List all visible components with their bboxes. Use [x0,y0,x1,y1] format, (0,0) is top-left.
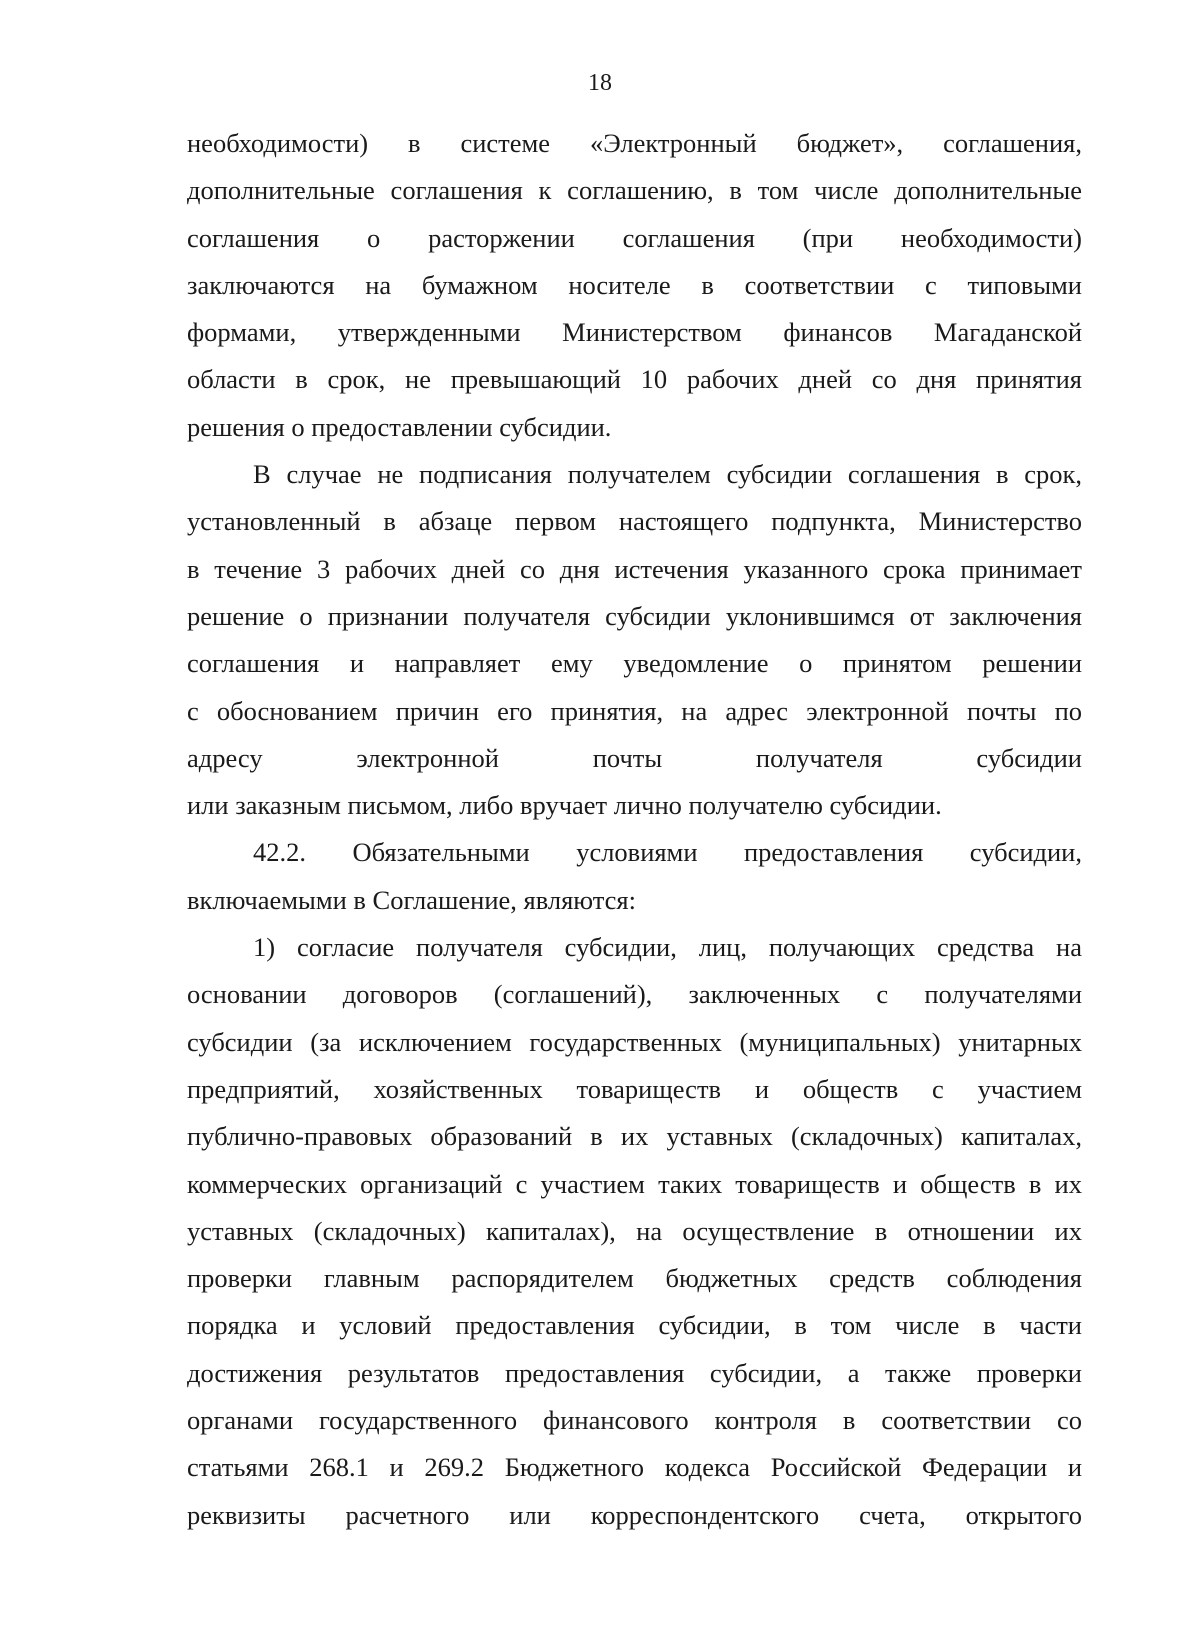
text-line: органами государственного финансового контроля в соответствии со [187,1405,1082,1436]
text-line: решение о признании получателя субсидии уклонившимся от заключения [187,600,1082,631]
text-line: реквизиты расчетного или корреспондентского счета, открытого [187,1499,1082,1530]
text-line: 42.2. Обязательными условиями предоставления субсидии, [253,837,1082,868]
text-line: статьями 268.1 и 269.2 Бюджетного кодекса Российской Федерации и [187,1452,1082,1483]
text-line: коммерческих организаций с участием таких товариществ и обществ в их [187,1168,1082,1199]
text-line: 1) согласие получателя субсидии, лиц, получающих средства на [253,932,1082,963]
text-line: предприятий, хозяйственных товариществ и обществ с участием [187,1073,1082,1104]
text-line: уставных (складочных) капиталах), на осуществление в отношении их [187,1215,1082,1246]
text-line: необходимости) в системе «Электронный бюджет», соглашения, [187,128,1082,158]
text-line: области в срок, не превышающий 10 рабочих дней со дня принятия [187,364,1082,395]
text-line: проверки главным распорядителем бюджетных средств соблюдения [187,1263,1082,1294]
text-line: публично-правовых образований в их уставных (складочных) капиталах, [187,1121,1082,1152]
text-line: формами, утвержденными Министерством финансов Магаданской [187,317,1082,348]
text-line: дополнительные соглашения к соглашению, в том числе дополнительные [187,175,1082,206]
text-line: соглашения о расторжении соглашения (при необходимости) [187,222,1082,253]
text-line: порядка и условий предоставления субсидии, в том числе в части [187,1310,1082,1341]
text-line: соглашения и направляет ему уведомление о принятом решении [187,648,1082,679]
text-line: включаемыми в Соглашение, являются: [187,884,636,915]
text-line: с обоснованием причин его принятия, на адрес электронной почты по [187,695,1082,726]
page-number: 18 [588,70,612,96]
text-line: основании договоров (соглашений), заключенных с получателями [187,979,1082,1010]
text-line: решения о предоставлении субсидии. [187,411,612,442]
text-line: в течение 3 рабочих дней со дня истечения указанного срока принимает [187,553,1082,584]
text-line: достижения результатов предоставления субсидии, а также проверки [187,1357,1082,1388]
text-line: субсидии (за исключением государственных (муниципальных) унитарных [187,1026,1082,1057]
text-line: адресу электронной почты получателя субсидии [187,742,1082,773]
text-line: установленный в абзаце первом настоящего подпункта, Министерство [187,506,1082,537]
text-line: В случае не подписания получателем субсидии соглашения в срок, [253,459,1082,490]
body-text [187,120,1082,1539]
text-line: заключаются на бумажном носителе в соответствии с типовыми [187,269,1082,300]
text-line: или заказным письмом, либо вручает лично получателю субсидии. [187,790,942,821]
